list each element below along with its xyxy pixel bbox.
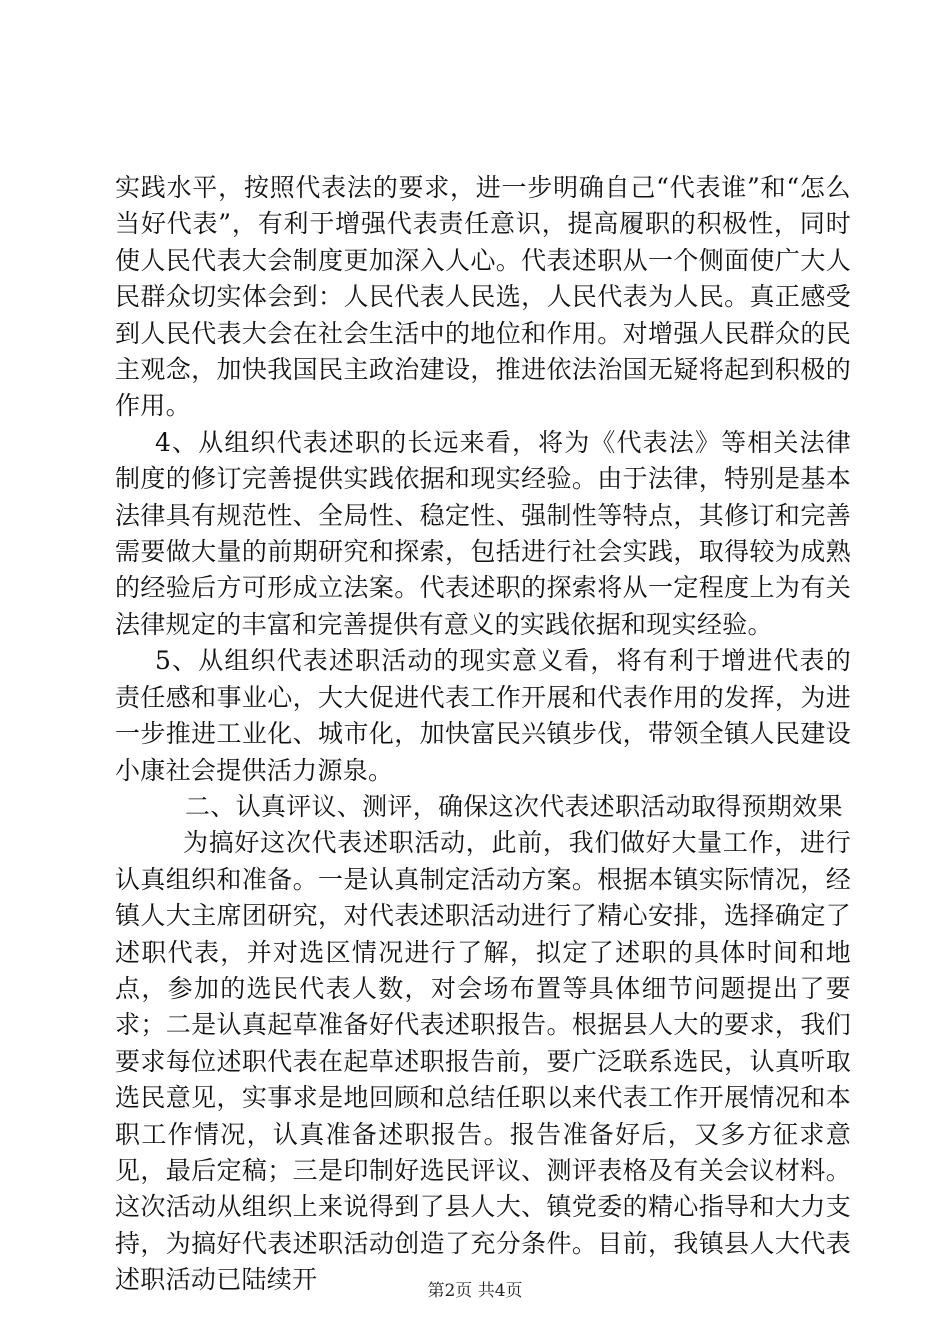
section-heading-2: 二、认真评议、测评，确保这次代表述职活动取得预期效果 xyxy=(185,791,843,821)
paragraph-section-2-body: 为搞好这次代表述职活动，此前，我们做好大量工作，进行认真组织和准备。一是认真制定活动方案。根据本镇实际情况，经镇人大主席团研究，对代表述职活动进行了精心安排，选择确定了述职代表，并对选区情况进行了解，拟定了述职的具体时间和地点，参加的选民代表人数，对会场布置等具体细节问题提出了要求；二是认真起草准备好代表述职报告。根据县人大的要求，我们要求每位述职代表在起草述职报告前，要广泛联系选民，认真听取选民意见，实事求是地回顾和总结任职以来代表工作开展情况和本职工作情况，认真准备述职报告。报告准备好后，又多方征求意见，最后定稿；三是印制好选民评议、测评表格及有关会议材料。这次活动从组织上来说得到了县人大、镇党委的精心指导和大力支持，为搞好代表述职活动创造了充分条件。目前，我镇县人大代表述职活动已陆续开 xyxy=(115,828,851,1295)
paragraph-point-5: 5、从组织代表述职活动的现实意义看，将有利于增进代表的责任感和事业心，大大促进代表工作开展和代表作用的发挥，为进一步推进工业化、城市化，加快富民兴镇步伐，带领全镇人民建设小康社会提供活力源泉。 xyxy=(115,646,851,785)
paragraph-continuation: 实践水平，按照代表法的要求，进一步明确自己“代表谁”和“怎么当好代表”，有利于增强代表责任意识，提高履职的积极性，同时使人民代表大会制度更加深入人心。代表述职从一个侧面使广大人民群众切实体会到：人民代表人民选，人民代表为人民。真正感受到人民代表大会在社会生活中的地位和作用。对增强人民群众的民主观念，加快我国民主政治建设，推进依法治国无疑将起到积极的作用。 xyxy=(115,173,851,421)
paragraph-point-4: 4、从组织代表述职的长远来看，将为《代表法》等相关法律制度的修订完善提供实践依据和现实经验。由于法律，特别是基本法律具有规范性、全局性、稳定性、强制性等特点，其修订和完善需要做大量的前期研究和探索，包括进行社会实践，取得较为成熟的经验后方可形成立法案。代表述职的探索将从一定程度上为有关法律规定的丰富和完善提供有意义的实践依据和现实经验。 xyxy=(115,427,851,639)
document-body xyxy=(115,170,851,1299)
page-number-footer: 第2页 共4页 xyxy=(427,1281,523,1301)
